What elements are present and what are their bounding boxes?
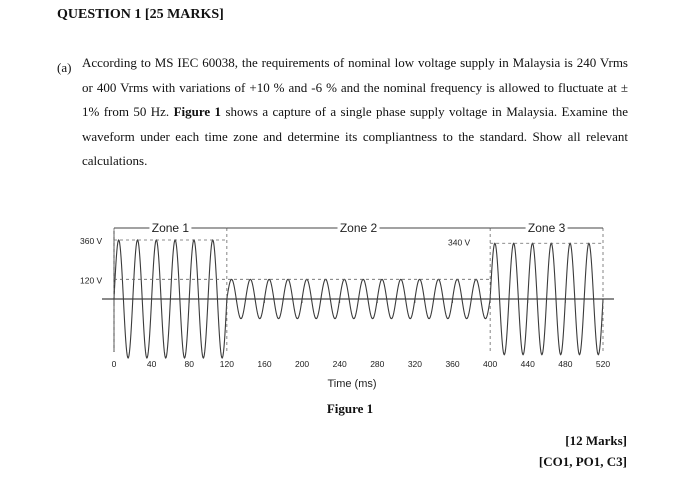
course-outcome: [CO1, PO1, C3] bbox=[538, 454, 627, 469]
x-tick-label: 240 bbox=[332, 359, 347, 369]
marks-block bbox=[539, 430, 627, 472]
x-tick-label: 160 bbox=[257, 359, 272, 369]
x-tick-label: 200 bbox=[294, 359, 310, 369]
figure-caption: Figure 1 bbox=[326, 401, 374, 416]
x-tick-label: 80 bbox=[184, 359, 194, 369]
marks-value: [12 Marks] bbox=[565, 433, 627, 448]
x-tick-label: 0 bbox=[111, 359, 117, 369]
zone-label: Zone 3 bbox=[527, 221, 566, 235]
annotation-120v: 120 V bbox=[80, 275, 103, 286]
zone-label: Zone 2 bbox=[339, 221, 378, 235]
x-tick-label: 400 bbox=[483, 359, 498, 369]
part-label: (a) bbox=[57, 60, 72, 75]
x-tick-label: 520 bbox=[595, 359, 611, 369]
figure-reference: Figure 1 bbox=[173, 104, 222, 119]
x-tick-label: 120 bbox=[219, 359, 234, 369]
x-tick-label: 360 bbox=[445, 359, 460, 369]
x-tick-label: 480 bbox=[558, 359, 573, 369]
annotation-360v: 360 V bbox=[80, 236, 103, 246]
annotation-340v: 340 V bbox=[448, 237, 471, 248]
x-tick-label: 40 bbox=[146, 359, 157, 369]
question-text-end: shows a capture of a single phase supply voltage in Malaysia. Examine the waveform under each time zone and determine its compliantness to the standard. Show all relevant calculations. bbox=[82, 104, 628, 168]
zone-label: Zone 1 bbox=[151, 221, 190, 235]
x-axis-title: Time (ms) bbox=[327, 378, 377, 390]
x-tick-label: 440 bbox=[520, 359, 535, 369]
question-text-start: According to MS IEC 60038, the requirements of nominal low voltage supply in Malaysia is 240 Vrms or 400 Vrms with variations of +10 % and -6 % and the nominal frequency is allowed to fluctuate at ± 1% from 50 Hz. bbox=[82, 55, 628, 119]
x-tick-label: 280 bbox=[370, 359, 385, 369]
question-heading: QUESTION 1 [25 MARKS] bbox=[57, 7, 224, 22]
x-tick-label: 320 bbox=[407, 359, 423, 369]
